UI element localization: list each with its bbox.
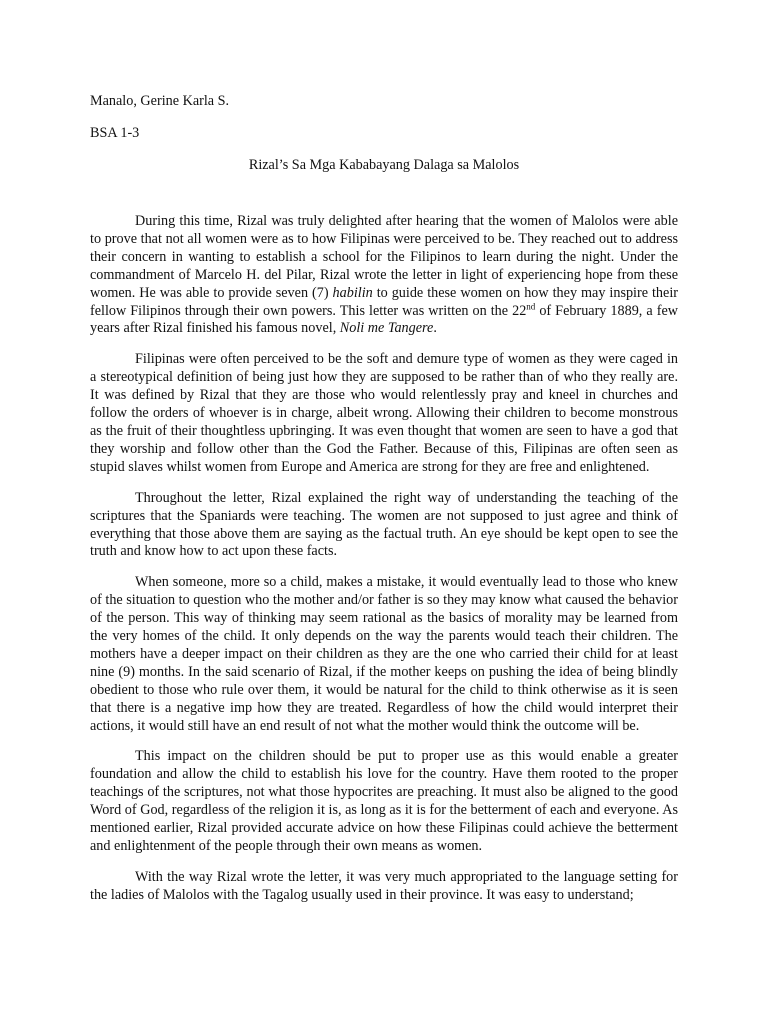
- paragraph-5: This impact on the children should be put to proper use as this would enable a greater foundation and allow the child to establish his love for the country. Have them rooted to the proper teachings of the scriptures, not what those hypocrites are preaching. It must also be aligned to the good Word of God, regardless of the religion it is, as long as it is for the betterment of each and everyone. As mentioned earlier, Rizal provided accurate advice on how these Filipinas could achieve the betterment and enlightenment of the people through their own means as women.: [90, 748, 678, 854]
- habilin-term: habilin: [332, 284, 373, 301]
- paragraph-2: Filipinas were often perceived to be the soft and demure type of women as they were caged in a stereotypical definition of being just how they are supposed to be rather than of who they really are. It was defined by Rizal that they are those who would relentlessly pray and kneel in churches and follow the orders of whoever is in charge, albeit wrong. Allowing their children to become monstrous as the fruit of their thoughtless upbringing. It was even thought that women are seen to have a god that they worship and follow other than the God the Father. Because of this, Filipinas are often seen as stupid slaves whilst women from Europe and America are strong for they are free and enlightened.: [90, 351, 678, 475]
- ordinal-suffix: nd: [526, 300, 536, 311]
- paragraph-1-text-c: of February 1889, a few years after Rizal finished his famous novel,: [90, 302, 678, 337]
- paragraph-4: When someone, more so a child, makes a mistake, it would eventually lead to those who knew of the situation to question who the mother and/or father is so they may know what caused the behavior of the person. This way of thinking may seem rational as the basics of morality may be learned from the very homes of the child. It only depends on the way the parents would teach their children. The mothers have a deeper impact on their children as they are the one who carried their child for at least nine (9) months. In the said scenario of Rizal, if the mother keeps on pushing the idea of being blindly obedient to those who rule over them, it would be natural for the child to think otherwise as it is seen that there is a negative imp how they are treated. Regardless of how the child would interpret their actions, it would still have an end result of not what the mother would think the outcome will be.: [90, 574, 678, 734]
- paragraph-1-text-d: .: [433, 320, 437, 337]
- paragraph-1: [90, 213, 678, 338]
- paragraph-1-text-a: During this time, Rizal was truly delighted after hearing that the women of Malolos were able to prove that not all women were as to how Filipinas were perceived to be. They reached out to address their concern in wanting to establish a school for the Filipinos to learn during the night. Under the commandment of Marcelo H. del Pilar, Rizal wrote the letter in light of experiencing hope from these women. He was able to provide seven (7): [90, 213, 678, 301]
- paragraph-6: With the way Rizal wrote the letter, it was very much appropriated to the language setting for the ladies of Malolos with the Tagalog usually used in their province. It was easy to understand;: [90, 868, 678, 903]
- paragraph-1-text-b: to guide these women on how they may inspire their fellow Filipinos through their own powers. This letter was written on the 22: [90, 284, 678, 319]
- author-name: Manalo, Gerine Karla S.: [90, 93, 230, 109]
- novel-title: Noli me Tangere: [339, 320, 434, 337]
- paragraph-3: Throughout the letter, Rizal explained the right way of understanding the teaching of the scriptures that the Spaniards were teaching. The women are not supposed to just agree and think of everything that those above them are saying as the factual truth. An eye should be kept open to see the truth and know how to act upon these facts.: [90, 489, 678, 560]
- essay-title: Rizal’s Sa Mga Kababayang Dalaga sa Malolos: [248, 157, 520, 173]
- class-section: BSA 1-3: [90, 125, 140, 141]
